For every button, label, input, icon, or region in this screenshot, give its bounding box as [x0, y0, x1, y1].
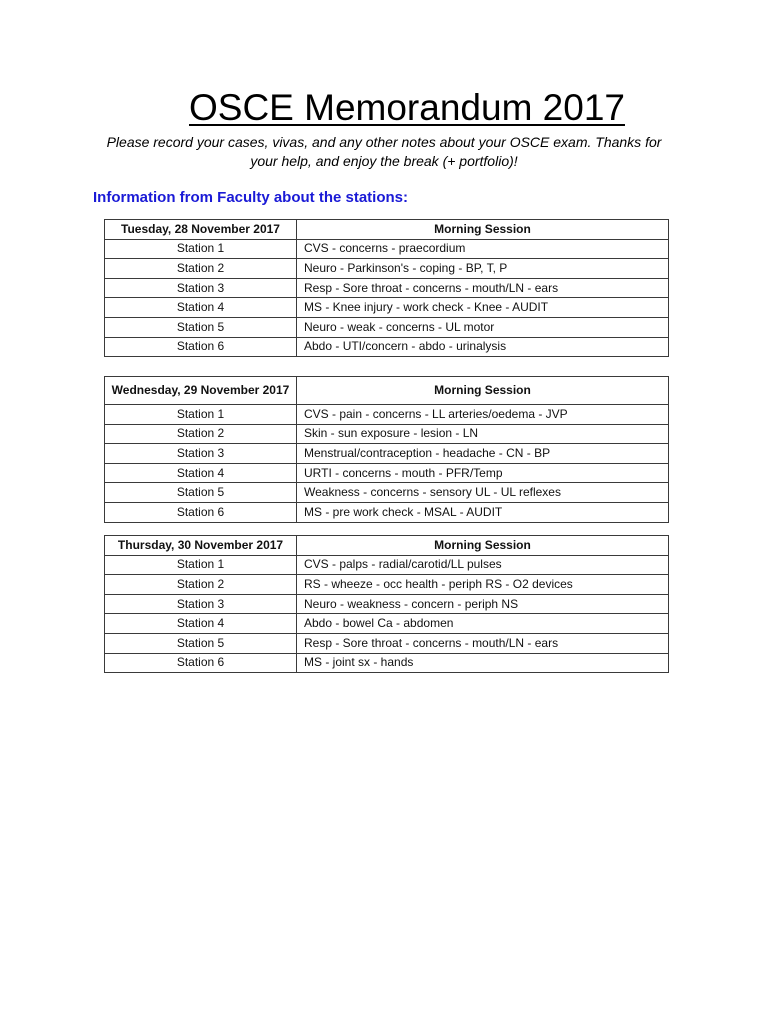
station-cell: Station 2 — [105, 424, 297, 444]
table-row — [105, 614, 669, 634]
table-header-row — [105, 536, 669, 556]
topic-cell: Weakness - concerns - sensory UL - UL reflexes — [297, 483, 669, 503]
session-header: Morning Session — [297, 536, 669, 556]
table-row — [105, 424, 669, 444]
station-cell: Station 3 — [105, 594, 297, 614]
station-cell: Station 4 — [105, 614, 297, 634]
topic-cell: RS - wheeze - occ health - periph RS - O2 devices — [297, 575, 669, 595]
intro-text: Please record your cases, vivas, and any other notes about your OSCE exam. Thanks for your help, and enjoy the break (+ portfolio)! — [106, 134, 662, 169]
table-row — [105, 239, 669, 259]
topic-cell: Abdo - UTI/concern - abdo - urinalysis — [297, 337, 669, 357]
station-cell: Station 6 — [105, 337, 297, 357]
section-heading: Information from Faculty about the stations: — [93, 189, 409, 206]
table-header-row — [105, 377, 669, 405]
topic-cell: Abdo - bowel Ca - abdomen — [297, 614, 669, 634]
station-cell: Station 3 — [105, 278, 297, 298]
station-cell: Station 2 — [105, 259, 297, 279]
table-row — [105, 444, 669, 464]
page-title: OSCE Memorandum 2017 — [189, 87, 625, 128]
session-header: Morning Session — [297, 220, 669, 240]
station-cell: Station 6 — [105, 502, 297, 522]
table-row — [105, 298, 669, 318]
station-cell: Station 6 — [105, 653, 297, 673]
schedule-table-wednesday — [104, 376, 669, 523]
table-row — [105, 575, 669, 595]
topic-cell: Menstrual/contraception - headache - CN - BP — [297, 444, 669, 464]
station-cell: Station 3 — [105, 444, 297, 464]
topic-cell: CVS - concerns - praecordium — [297, 239, 669, 259]
topic-cell: MS - Knee injury - work check - Knee - AUDIT — [297, 298, 669, 318]
day-header: Tuesday, 28 November 2017 — [105, 220, 297, 240]
table-row — [105, 483, 669, 503]
table-row — [105, 337, 669, 357]
topic-cell: MS - joint sx - hands — [297, 653, 669, 673]
station-cell: Station 1 — [105, 555, 297, 575]
station-cell: Station 4 — [105, 463, 297, 483]
topic-cell: Skin - sun exposure - lesion - LN — [297, 424, 669, 444]
schedule-table-thursday — [104, 535, 669, 673]
table-row — [105, 502, 669, 522]
station-cell: Station 2 — [105, 575, 297, 595]
station-cell: Station 4 — [105, 298, 297, 318]
topic-cell: MS - pre work check - MSAL - AUDIT — [297, 502, 669, 522]
station-cell: Station 5 — [105, 633, 297, 653]
table-row — [105, 405, 669, 425]
table-row — [105, 259, 669, 279]
table-row — [105, 594, 669, 614]
table-row — [105, 555, 669, 575]
station-cell: Station 1 — [105, 239, 297, 259]
topic-cell: CVS - palps - radial/carotid/LL pulses — [297, 555, 669, 575]
day-header: Thursday, 30 November 2017 — [105, 536, 297, 556]
topic-cell: Neuro - weak - concerns - UL motor — [297, 317, 669, 337]
session-header: Morning Session — [297, 377, 669, 405]
schedule-table-tuesday — [104, 219, 669, 357]
table-row — [105, 278, 669, 298]
station-cell: Station 5 — [105, 483, 297, 503]
topic-cell: Resp - Sore throat - concerns - mouth/LN - ears — [297, 633, 669, 653]
topic-cell: CVS - pain - concerns - LL arteries/oedema - JVP — [297, 405, 669, 425]
station-cell: Station 1 — [105, 405, 297, 425]
topic-cell: Neuro - weakness - concern - periph NS — [297, 594, 669, 614]
table-row — [105, 317, 669, 337]
table-row — [105, 653, 669, 673]
topic-cell: Resp - Sore throat - concerns - mouth/LN - ears — [297, 278, 669, 298]
table-header-row — [105, 220, 669, 240]
table-row — [105, 463, 669, 483]
topic-cell: URTI - concerns - mouth - PFR/Temp — [297, 463, 669, 483]
table-row — [105, 633, 669, 653]
day-header: Wednesday, 29 November 2017 — [105, 377, 297, 405]
topic-cell: Neuro - Parkinson's - coping - BP, T, P — [297, 259, 669, 279]
station-cell: Station 5 — [105, 317, 297, 337]
